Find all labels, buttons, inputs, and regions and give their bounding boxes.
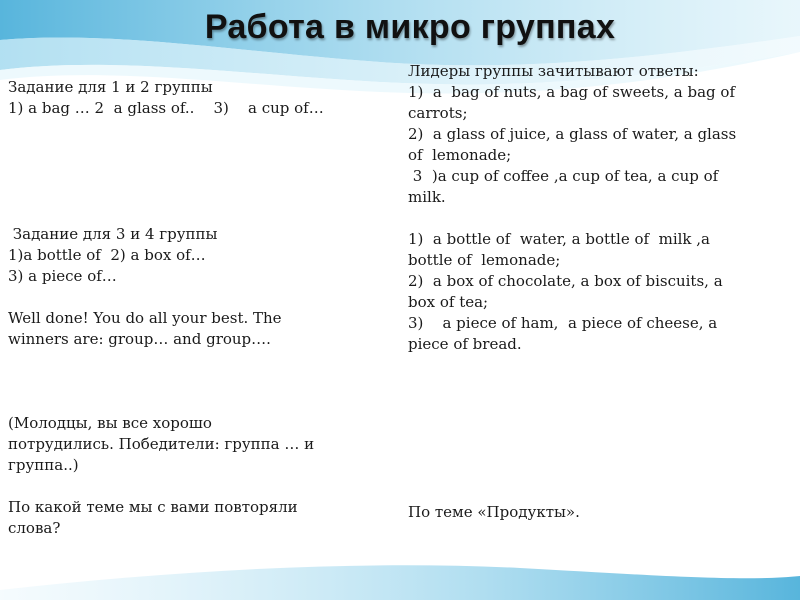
right-column-line: milk. [408,188,446,206]
left-column-line: 1)a bottle of 2) a box of… [8,246,206,264]
left-column-line: winners are: group… and group…. [8,330,271,348]
right-column-line: of lemonade; [408,146,512,164]
right-column-line: 1) a bag of nuts, a bag of sweets, a bag of [408,83,735,101]
right-column [408,61,778,523]
left-column-line: Well done! You do all your best. The [8,309,282,327]
right-column-line: 1) a bottle of water, a bottle of milk ,a [408,230,710,248]
left-column-line: группа..) [8,456,79,474]
left-column-line [8,182,383,203]
left-column-line: (Молодцы, вы все хорошо [8,414,212,432]
bottom-wave-light [0,565,800,600]
left-column-line: потрудились. Победители: группа … и [8,435,315,453]
right-column-line [408,355,778,376]
left-column-line: По какой теме мы с вами повторяли [8,498,298,516]
right-column-line [408,397,778,418]
right-column-line [408,376,778,397]
right-column-line: box of tea; [408,293,489,311]
left-column-line: слова? [8,519,61,537]
right-column-line: 3 )a cup of coffee ,a cup of tea, a cup of [408,167,719,185]
left-column-line [8,203,383,224]
right-column-line [408,208,778,229]
left-column-line [8,287,383,308]
right-column-line: Лидеры группы зачитывают ответы: [408,62,699,80]
left-column-line [8,140,383,161]
left-column-line [8,161,383,182]
right-column-line: 3) a piece of ham, a piece of cheese, a [408,314,718,332]
left-column-line: Задание для 1 и 2 группы [8,78,213,96]
right-column-line [408,460,778,481]
right-column-line: bottle of lemonade; [408,251,561,269]
left-column-line [8,392,383,413]
right-column-line: piece of bread. [408,335,522,353]
left-column-line [8,119,383,140]
left-column [8,77,383,539]
left-column-line [8,476,383,497]
left-column-line [8,371,383,392]
left-column-line: 3) a piece of… [8,267,117,285]
right-column-line: carrots; [408,104,468,122]
right-column-line: 2) a glass of juice, a glass of water, a glass [408,125,737,143]
right-column-line: По теме «Продукты». [408,503,580,521]
right-column-line: 2) a box of chocolate, a box of biscuits, a [408,272,723,290]
right-column-line [408,418,778,439]
left-column-line: 1) a bag … 2 a glass of.. 3) a cup of… [8,99,324,117]
slide-title: Работа в микро группах [204,8,616,46]
right-column-line [408,481,778,502]
right-column-line [408,439,778,460]
left-column-line [8,350,383,371]
left-column-line: Задание для 3 и 4 группы [8,225,218,243]
